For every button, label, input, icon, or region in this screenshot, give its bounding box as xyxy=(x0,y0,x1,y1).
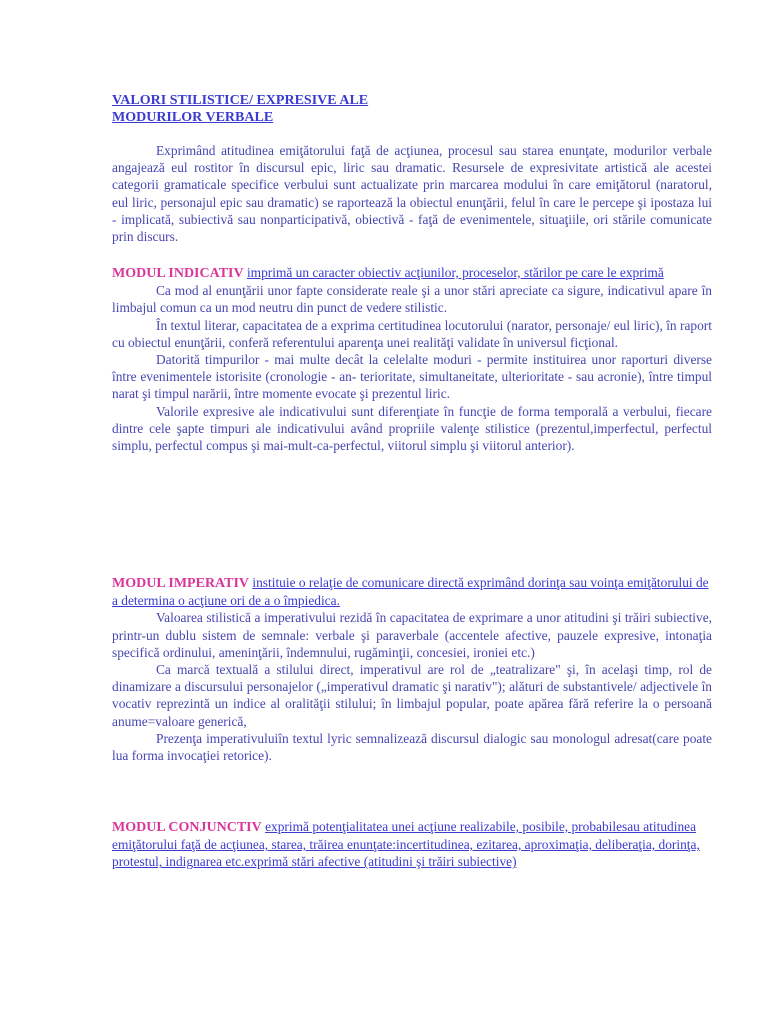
intro-section xyxy=(112,142,712,245)
imperativ-definition: instituie o relaţie de comunicare directă exprimând dorinţa sau voinţa emiţătorului de a determina o acţiune ori de a o împiedica. xyxy=(112,575,709,609)
indicativ-paragraph-4: Valorile expresive ale indicativului sunt diferenţiate în funcţie de forma temporală a verbului, fiecare dintre cele şapte timpuri ale indicativului având propriile valenţe stilistice (prezentul,imperfectul, perfectul simplu, perfectul compus şi mai-mult-ca-perfectul, viitorul simplu şi viitorul anterior). xyxy=(112,403,712,454)
imperativ-paragraph-1: Valoarea stilistică a imperativului rezidă în capacitatea de exprimare a unor atitudini şi trăiri subiective, printr-un dublu sistem de semnale: verbale şi paraverbale (accentele afective, pauzele expresive, intonaţia specifică ordinului, ameninţării, îndemnului, rugăminţii, concesiei, ironiei etc.) xyxy=(112,610,712,660)
imperativ-heading xyxy=(112,574,712,609)
title-line-1: VALORI STILISTICE/ EXPRESIVE ALE xyxy=(112,93,369,108)
conjunctiv-heading xyxy=(112,818,712,871)
conjunctiv-name: MODUL CONJUNCTIV xyxy=(112,820,262,835)
document-title xyxy=(112,92,368,126)
conjunctiv-definition: exprimă potenţialitatea unei acţiune realizabile, posibile, probabilesau atitudinea emiţătorului faţă de acţiunea, starea, trăirea enunţate:incertitudinea, ezitarea, aproximaţia, deliberaţia, dorinţa, protestul, indignarea etc.exprimă stări afective (atitudini şi trăiri subiective) xyxy=(112,819,700,870)
indicativ-heading xyxy=(112,264,712,282)
title-line-2: MODURILOR VERBALE xyxy=(112,110,274,125)
indicativ-paragraph-2: În textul literar, capacitatea de a exprima certitudinea locutorului (narator, personaje/ eul liric), în raport cu obiectul enunţării, conferă referentului aparenţa unei realităţi validate în universul ficţional. xyxy=(112,317,712,350)
indicativ-definition: imprimă un caracter obiectiv acţiunilor, proceselor, stărilor pe care le exprimă xyxy=(246,265,664,280)
imperativ-section xyxy=(112,574,712,764)
intro-paragraph: Exprimând atitudinea emiţătorului faţă de acţiunea, procesul sau starea enunţate, modurilor verbale angajează eul rostitor în discursul epic, liric sau dramatic. Resursele de expresivitate artistică ale acestei categorii gramaticale specifice verbului sunt actualizate prin marcarea modului în care emiţătorul (naratorul, eul liric, personajul epic sau dramatic) se raportează la obiectul enunţării, felul în care le percepe şi ipostaza lui - implicată, subiectivă sau nonparticipativă, obiectivă - faţă de evenimentele, situaţiile, ori stările comunicate prin discurs. xyxy=(112,143,712,245)
indicativ-section xyxy=(112,264,712,454)
imperativ-paragraph-2: Ca marcă textuală a stilului direct, imperativul are rol de „teatralizare" şi, în acelaşi timp, rol de dinamizare a discursului personajelor („imperativul dramatic şi narativ"); alături de substantivele/ adjectivele în vocativ reprezintă un indice al oralităţii stilului; în limbajul popular, poate apărea fără referire la o persoană anume=valoare generică, xyxy=(112,662,712,729)
imperativ-name: MODUL IMPERATIV xyxy=(112,576,250,591)
indicativ-name: MODUL INDICATIV xyxy=(112,266,244,281)
conjunctiv-section xyxy=(112,818,712,871)
indicativ-paragraph-1: Ca mod al enunţării unor fapte considerate reale şi a unor stări apreciate ca sigure, indicativul apare în limbajul comun ca un mod neutru din punct de vedere stilistic. xyxy=(112,283,712,316)
imperativ-paragraph-3: Prezenţa imperativuluiîn textul lyric semnalizează discursul dialogic sau monologul adresat(care poate lua forma invocaţiei retorice). xyxy=(112,730,712,764)
indicativ-paragraph-3: Datorită timpurilor - mai multe decât la celelalte moduri - permite instituirea unor raporturi diverse între evenimentele istorisite (cronologie - an- terioritate, simultaneitate, ulterioritate - sau acronie), între timpul narat şi timpul narării, între momente evocate şi prezentul liric. xyxy=(112,352,712,402)
